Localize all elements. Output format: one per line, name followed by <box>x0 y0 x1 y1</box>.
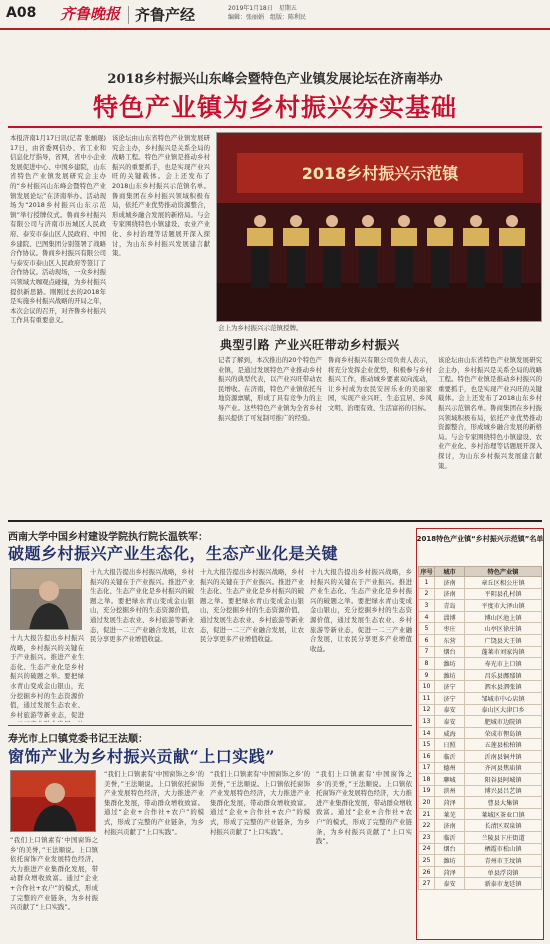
table-row <box>419 692 542 704</box>
interview-column-4: 十九大报告提出乡村振兴战略，乡村振兴的关键在于产业振兴。推进产业生态化、生态产业化是乡村振兴的破题之举。要把绿水青山变成金山银山，充分挖掘乡村的生态资源价值，通过发展生态农业、乡村旅游等新业态，促进一二三产业融合发展，让农民分享更多产业增值收益。 <box>310 568 412 653</box>
article-column-3: 记者了解到，本次推出的20个特色产业镇，是通过发展特色产业推动乡村振兴的典型代表，以产业兴旺带动农民增收。在济南，特色产业镇依托当地资源禀赋，形成了具有竞争力的主导产业。这些特色产业镇为全省乡村振兴提供了可复制可推广的经验。 <box>218 356 322 422</box>
section-rule <box>8 520 542 522</box>
photo-banner-text: 2018乡村振兴示范镇 <box>301 164 459 183</box>
article-subhead: 典型引路 产业兴旺带动乡村振兴 <box>220 338 400 352</box>
row-index: 23 <box>419 832 435 844</box>
interview-kicker: 西南大学中国乡村建设学院执行院长温铁军： <box>8 532 208 543</box>
row-city: 临沂 <box>435 750 465 762</box>
row-index: 17 <box>419 762 435 774</box>
table-row <box>419 762 542 774</box>
row-town: 平度市大泽山镇 <box>465 600 542 612</box>
interview-column-2: 十九大报告提出乡村振兴战略，乡村振兴的关键在于产业振兴。推进产业生态化、生态产业化是乡村振兴的破题之举。要把绿水青山变成金山银山，充分挖掘乡村的生态资源价值，通过发展生态农业、乡村旅游等新业态，促进一二三产业融合发展，让农民分享更多产业增值收益。 <box>90 568 194 644</box>
row-index: 19 <box>419 785 435 797</box>
table-row <box>419 750 542 762</box>
row-city: 烟台 <box>435 843 465 855</box>
row-city: 淄博 <box>435 611 465 623</box>
row-town: 广饶县大王镇 <box>465 634 542 646</box>
row-index: 13 <box>419 716 435 728</box>
row-index: 16 <box>419 750 435 762</box>
row-index: 8 <box>419 658 435 670</box>
interview2-kicker: 寿光市上口镇党委书记王法顺： <box>8 734 148 745</box>
row-index: 15 <box>419 739 435 751</box>
table-row <box>419 588 542 600</box>
row-city: 枣庄 <box>435 623 465 635</box>
table-row <box>419 855 542 867</box>
row-city: 泰安 <box>435 716 465 728</box>
table-row <box>419 600 542 612</box>
article-column-4: 鲁商乡村振兴有限公司负责人表示，将充分发挥企业优势，积极参与乡村振兴工作，推动城乡要素双向流动，让乡村成为农民安居乐业的美丽家园，实现产业兴旺、生态宜居、乡风文明、治理有效、生活富裕的目标。 <box>328 356 432 412</box>
table-row <box>419 681 542 693</box>
row-city: 威海 <box>435 727 465 739</box>
row-index: 20 <box>419 797 435 809</box>
table-row <box>419 832 542 844</box>
article-column-5: 该论坛由山东省特色产业镇发展研究会主办，乡村振兴是关系全局的战略工程。特色产业镇是推动乡村振兴的重要抓手，也是实现产业兴旺的关键载体。会上还发布了2018山东乡村振兴示范镇名单。鲁商集团在乡村振兴领域积极布局，依托产业优势推动资源整合，形成城乡融合发展的新格局。与会专家围绕特色小镇建设、农业产业化、乡村治理等话题展开深入探讨，为山东乡村振兴发展建言献策。 <box>438 356 542 470</box>
row-town: 阳谷县阿城镇 <box>465 774 542 786</box>
official-image <box>11 771 96 832</box>
row-city: 潍坊 <box>435 669 465 681</box>
row-town: 平阴县孔村镇 <box>465 588 542 600</box>
table-row <box>419 866 542 878</box>
row-index: 22 <box>419 820 435 832</box>
table-row <box>419 658 542 670</box>
table-header: 特色产业镇 <box>465 567 542 577</box>
article-headline: 特色产业镇为乡村振兴夯实基础 <box>92 93 457 122</box>
table-row <box>419 878 542 890</box>
interview-headline: 破题乡村振兴产业生态化，生态产业化是关键 <box>8 544 339 563</box>
row-index: 3 <box>419 600 435 612</box>
row-city: 济南 <box>435 820 465 832</box>
table-row <box>419 669 542 681</box>
table-row <box>419 634 542 646</box>
row-city: 菏泽 <box>435 866 465 878</box>
row-index: 21 <box>419 808 435 820</box>
table-row <box>419 577 542 589</box>
row-index: 10 <box>419 681 435 693</box>
row-town: 博山区池上镇 <box>465 611 542 623</box>
row-city: 滨州 <box>435 785 465 797</box>
interview-column-1: 十九大报告提出乡村振兴战略，乡村振兴的关键在于产业振兴。推进产业生态化、生态产业化是乡村振兴的破题之举。要把绿水青山变成金山银山，充分挖掘乡村的生态资源价值，通过发展生态农业、乡村旅游等新业态，促进 <box>10 634 84 719</box>
interview2-headline: 窗饰产业为乡村振兴贡献“上口实践” <box>8 747 275 766</box>
row-town: 泰山区大津口乡 <box>465 704 542 716</box>
interview2-column-2: “我们上口镇素有‘中国窗饰之乡’的美誉，”王法顺说。上口镇依托窗饰产业发展特色经济，大力推进产业集群化发展，带动群众增收致富。通过“企业+合作社+农户”的模式，形成了完整的产业链条，为乡村振兴贡献了“上口实践”。 <box>104 770 204 836</box>
row-index: 7 <box>419 646 435 658</box>
table-row <box>419 843 542 855</box>
row-city: 泰安 <box>435 704 465 716</box>
table-row <box>419 716 542 728</box>
row-town: 单县浮岗镇 <box>465 866 542 878</box>
row-town: 齐河县焦庙镇 <box>465 762 542 774</box>
row-town: 昌乐县鄌郚镇 <box>465 669 542 681</box>
article-kicker: 2018乡村振兴山东峰会暨特色产业镇发展论坛在济南举办 <box>107 72 443 87</box>
row-city: 菏泽 <box>435 797 465 809</box>
table-header-row <box>419 567 542 577</box>
interview2-column-3: “我们上口镇素有‘中国窗饰之乡’的美誉，”王法顺说。上口镇依托窗饰产业发展特色经济，大力推进产业集群化发展，带动群众增收致富。通过“企业+合作社+农户”的模式，形成了完整的产业链条，为乡村振兴贡献了“上口实践”。 <box>210 770 310 836</box>
row-index: 5 <box>419 623 435 635</box>
masthead <box>0 0 550 30</box>
page-number: A08 <box>6 5 37 21</box>
row-index: 1 <box>419 577 435 589</box>
row-town: 沂南县铜井镇 <box>465 750 542 762</box>
row-town: 兰陵县卞庄街道 <box>465 832 542 844</box>
row-city: 潍坊 <box>435 855 465 867</box>
row-town: 五莲县松柏镇 <box>465 739 542 751</box>
issue-weekday: 星期五 <box>278 5 297 12</box>
row-city: 潍坊 <box>435 658 465 670</box>
row-index: 26 <box>419 866 435 878</box>
award-ceremony-image <box>217 133 542 322</box>
portrait-photo-2 <box>10 770 96 832</box>
row-index: 12 <box>419 704 435 716</box>
row-index: 9 <box>419 669 435 681</box>
issue-date: 2019年1月18日 <box>228 5 273 12</box>
row-town: 邹城市中心店镇 <box>465 692 542 704</box>
row-index: 24 <box>419 843 435 855</box>
row-town: 蓬莱市刘家沟镇 <box>465 646 542 658</box>
mid-rule <box>8 725 412 726</box>
row-city: 东营 <box>435 634 465 646</box>
row-index: 14 <box>419 727 435 739</box>
row-town: 新泰市龙廷镇 <box>465 878 542 890</box>
row-city: 莱芜 <box>435 808 465 820</box>
table-header: 城市 <box>435 567 465 577</box>
row-index: 6 <box>419 634 435 646</box>
design-credit: 组版：陈利民 <box>270 14 307 21</box>
row-index: 18 <box>419 774 435 786</box>
portrait-photo <box>10 568 82 630</box>
row-city: 烟台 <box>435 646 465 658</box>
newspaper-logo: 齐鲁晚报 <box>60 5 121 23</box>
masthead-meta <box>228 4 312 22</box>
row-index: 11 <box>419 692 435 704</box>
table-row <box>419 704 542 716</box>
table-row <box>419 623 542 635</box>
forum-photo <box>216 132 542 322</box>
row-town: 栖霞市松山镇 <box>465 843 542 855</box>
section-title: 齐鲁产经 <box>135 6 196 24</box>
row-index: 25 <box>419 855 435 867</box>
row-town: 寿光市上口镇 <box>465 658 542 670</box>
table-row <box>419 774 542 786</box>
row-town: 肥城市边院镇 <box>465 716 542 728</box>
table-row <box>419 727 542 739</box>
table-row <box>419 820 542 832</box>
table-row <box>419 611 542 623</box>
row-town: 荣成市俚岛镇 <box>465 727 542 739</box>
town-list-title: 2018特色产业镇“乡村振兴示范镇”名单 <box>416 535 544 543</box>
row-city: 青岛 <box>435 600 465 612</box>
row-town: 莱城区茶业口镇 <box>465 808 542 820</box>
interview-column-3: 十九大报告提出乡村振兴战略，乡村振兴的关键在于产业振兴。推进产业生态化、生态产业化是乡村振兴的破题之举。要把绿水青山变成金山银山，充分挖掘乡村的生态资源价值，通过发展生态农业、乡村旅游等新业态，促进一二三产业融合发展，让农民分享更多产业增值收益。 <box>200 568 304 644</box>
table-row <box>419 739 542 751</box>
article-column-1: 本报济南1月17日讯(记者 张頔琨) 17日，由省委网信办、省工业和信息化厅指导，省网，省中小企业发展促进中心、中国乡建院，山东省特色产业镇发展研究会主办的“乡村振兴山东峰会暨特色产业镇发展论坛”在济南举办。活动现场为“2018乡村振兴山东示范镇”举行授牌仪式。鲁商乡村振兴有限公司与济南市历城区人民政府、泰安市泰山区人民政府、中国乡建院、巴图集团分别签署了战略合作协议。鲁商乡村振兴有限公司与泰安市泰山区人民政府等签订了合作协议。活动现场，一众乡村振兴领域大咖观点碰撞，为乡村振兴提供新思路。刚刚过去的2018年是实施乡村振兴战略的开局之年，本次会议的召开，对齐鲁乡村振兴工作具有重要意义。 <box>10 134 106 325</box>
row-city: 临沂 <box>435 832 465 844</box>
interview2-column-1: “我们上口镇素有‘中国窗饰之乡’的美誉，”王法顺说。上口镇依托窗饰产业发展特色经济，大力推进产业集群化发展，带动群众增收致富。通过“企业+合作社+农户”的模式，形成了完整的产业链条，为乡村振兴贡献了“上口实践”。 <box>10 836 98 912</box>
headline-rule <box>8 126 542 128</box>
row-town: 泗水县泗张镇 <box>465 681 542 693</box>
table-row <box>419 808 542 820</box>
row-town: 曹县大集镇 <box>465 797 542 809</box>
table-header: 序号 <box>419 567 435 577</box>
row-town: 章丘区相公庄镇 <box>465 577 542 589</box>
row-city: 济南 <box>435 588 465 600</box>
row-city: 日照 <box>435 739 465 751</box>
row-city: 聊城 <box>435 774 465 786</box>
row-city: 德州 <box>435 762 465 774</box>
row-city: 泰安 <box>435 878 465 890</box>
row-city: 济南 <box>435 577 465 589</box>
table-row <box>419 797 542 809</box>
row-city: 济宁 <box>435 692 465 704</box>
row-town: 长清区双泉镇 <box>465 820 542 832</box>
interview2-column-4: “我们上口镇素有‘中国窗饰之乡’的美誉，”王法顺说。上口镇依托窗饰产业发展特色经济，大力推进产业集群化发展，带动群众增收致富。通过“企业+合作社+农户”的模式，形成了完整的产业链条，为乡村振兴贡献了“上口实践”。 <box>316 770 412 846</box>
row-town: 青州市王坟镇 <box>465 855 542 867</box>
speaker-image <box>11 569 82 630</box>
row-index: 27 <box>419 878 435 890</box>
row-index: 2 <box>419 588 435 600</box>
row-city: 济宁 <box>435 681 465 693</box>
table-row <box>419 785 542 797</box>
town-list-table <box>418 566 542 890</box>
photo-caption: 会上为乡村振兴示范镇授牌。 <box>218 324 303 332</box>
row-index: 4 <box>419 611 435 623</box>
article-column-2: 该论坛由山东省特色产业镇发展研究会主办，乡村振兴是关系全局的战略工程。特色产业镇是推动乡村振兴的重要抓手，也是实现产业兴旺的关键载体。会上还发布了2018山东乡村振兴示范镇名单。鲁商集团在乡村振兴领域积极布局，依托产业优势推动资源整合，形成城乡融合发展的新格局。与会专家围绕特色小镇建设、农业产业化、乡村治理等话题展开深入探讨，为山东乡村振兴发展建言献策。 <box>112 134 210 258</box>
editor-credit: 编辑：张丽娟 <box>228 14 265 21</box>
table-row <box>419 646 542 658</box>
masthead-divider <box>128 6 129 24</box>
row-town: 山亭区徐庄镇 <box>465 623 542 635</box>
row-town: 博兴县吕艺镇 <box>465 785 542 797</box>
